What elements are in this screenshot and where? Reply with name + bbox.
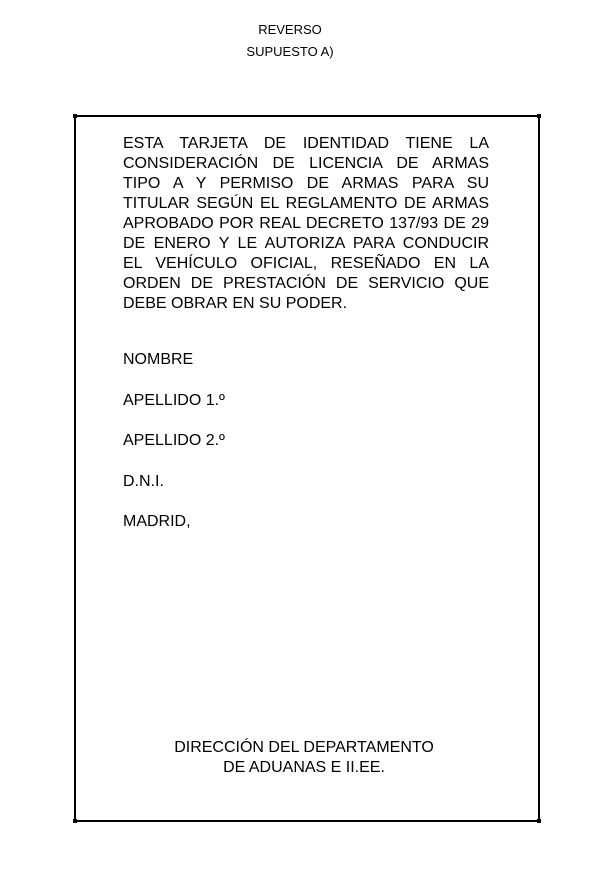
field-apellido2-label: APELLIDO 2.º [123, 432, 225, 449]
corner-mark-top-left [73, 114, 77, 118]
card-legal-text: ESTA TARJETA DE IDENTIDAD TIENE LA CONSIDERACIÓN DE LICENCIA DE ARMAS TIPO A Y PERMISO DE ARMAS PARA SU TITULAR SEGÚN EL REGLAMENTO DE ARMAS APROBADO POR REAL DECRETO 137/93 DE 29 DE ENERO Y LE AUTORIZA PARA CONDUCIR EL VEHÍCULO OFICIAL, RESEÑADO EN LA ORDEN DE PRESTACIÓN DE SERVICIO QUE DEBE OBRAR EN SU PODER. [123, 135, 489, 312]
issuer-line-1: DIRECCIÓN DEL DEPARTAMENTO [174, 739, 434, 756]
corner-mark-bottom-left [73, 819, 77, 823]
issuer-line-2: DE ADUANAS E II.EE. [223, 759, 385, 776]
field-nombre-label: NOMBRE [123, 351, 194, 368]
header-supuesto: SUPUESTO A) [246, 44, 334, 59]
corner-mark-top-right [537, 114, 541, 118]
corner-mark-bottom-right [537, 819, 541, 823]
field-apellido1-label: APELLIDO 1.º [123, 392, 225, 409]
field-dni-label: D.N.I. [123, 473, 164, 490]
id-card-back [74, 115, 540, 822]
header-reverso: REVERSO [258, 22, 322, 37]
field-place-date-label: MADRID, [123, 513, 191, 530]
